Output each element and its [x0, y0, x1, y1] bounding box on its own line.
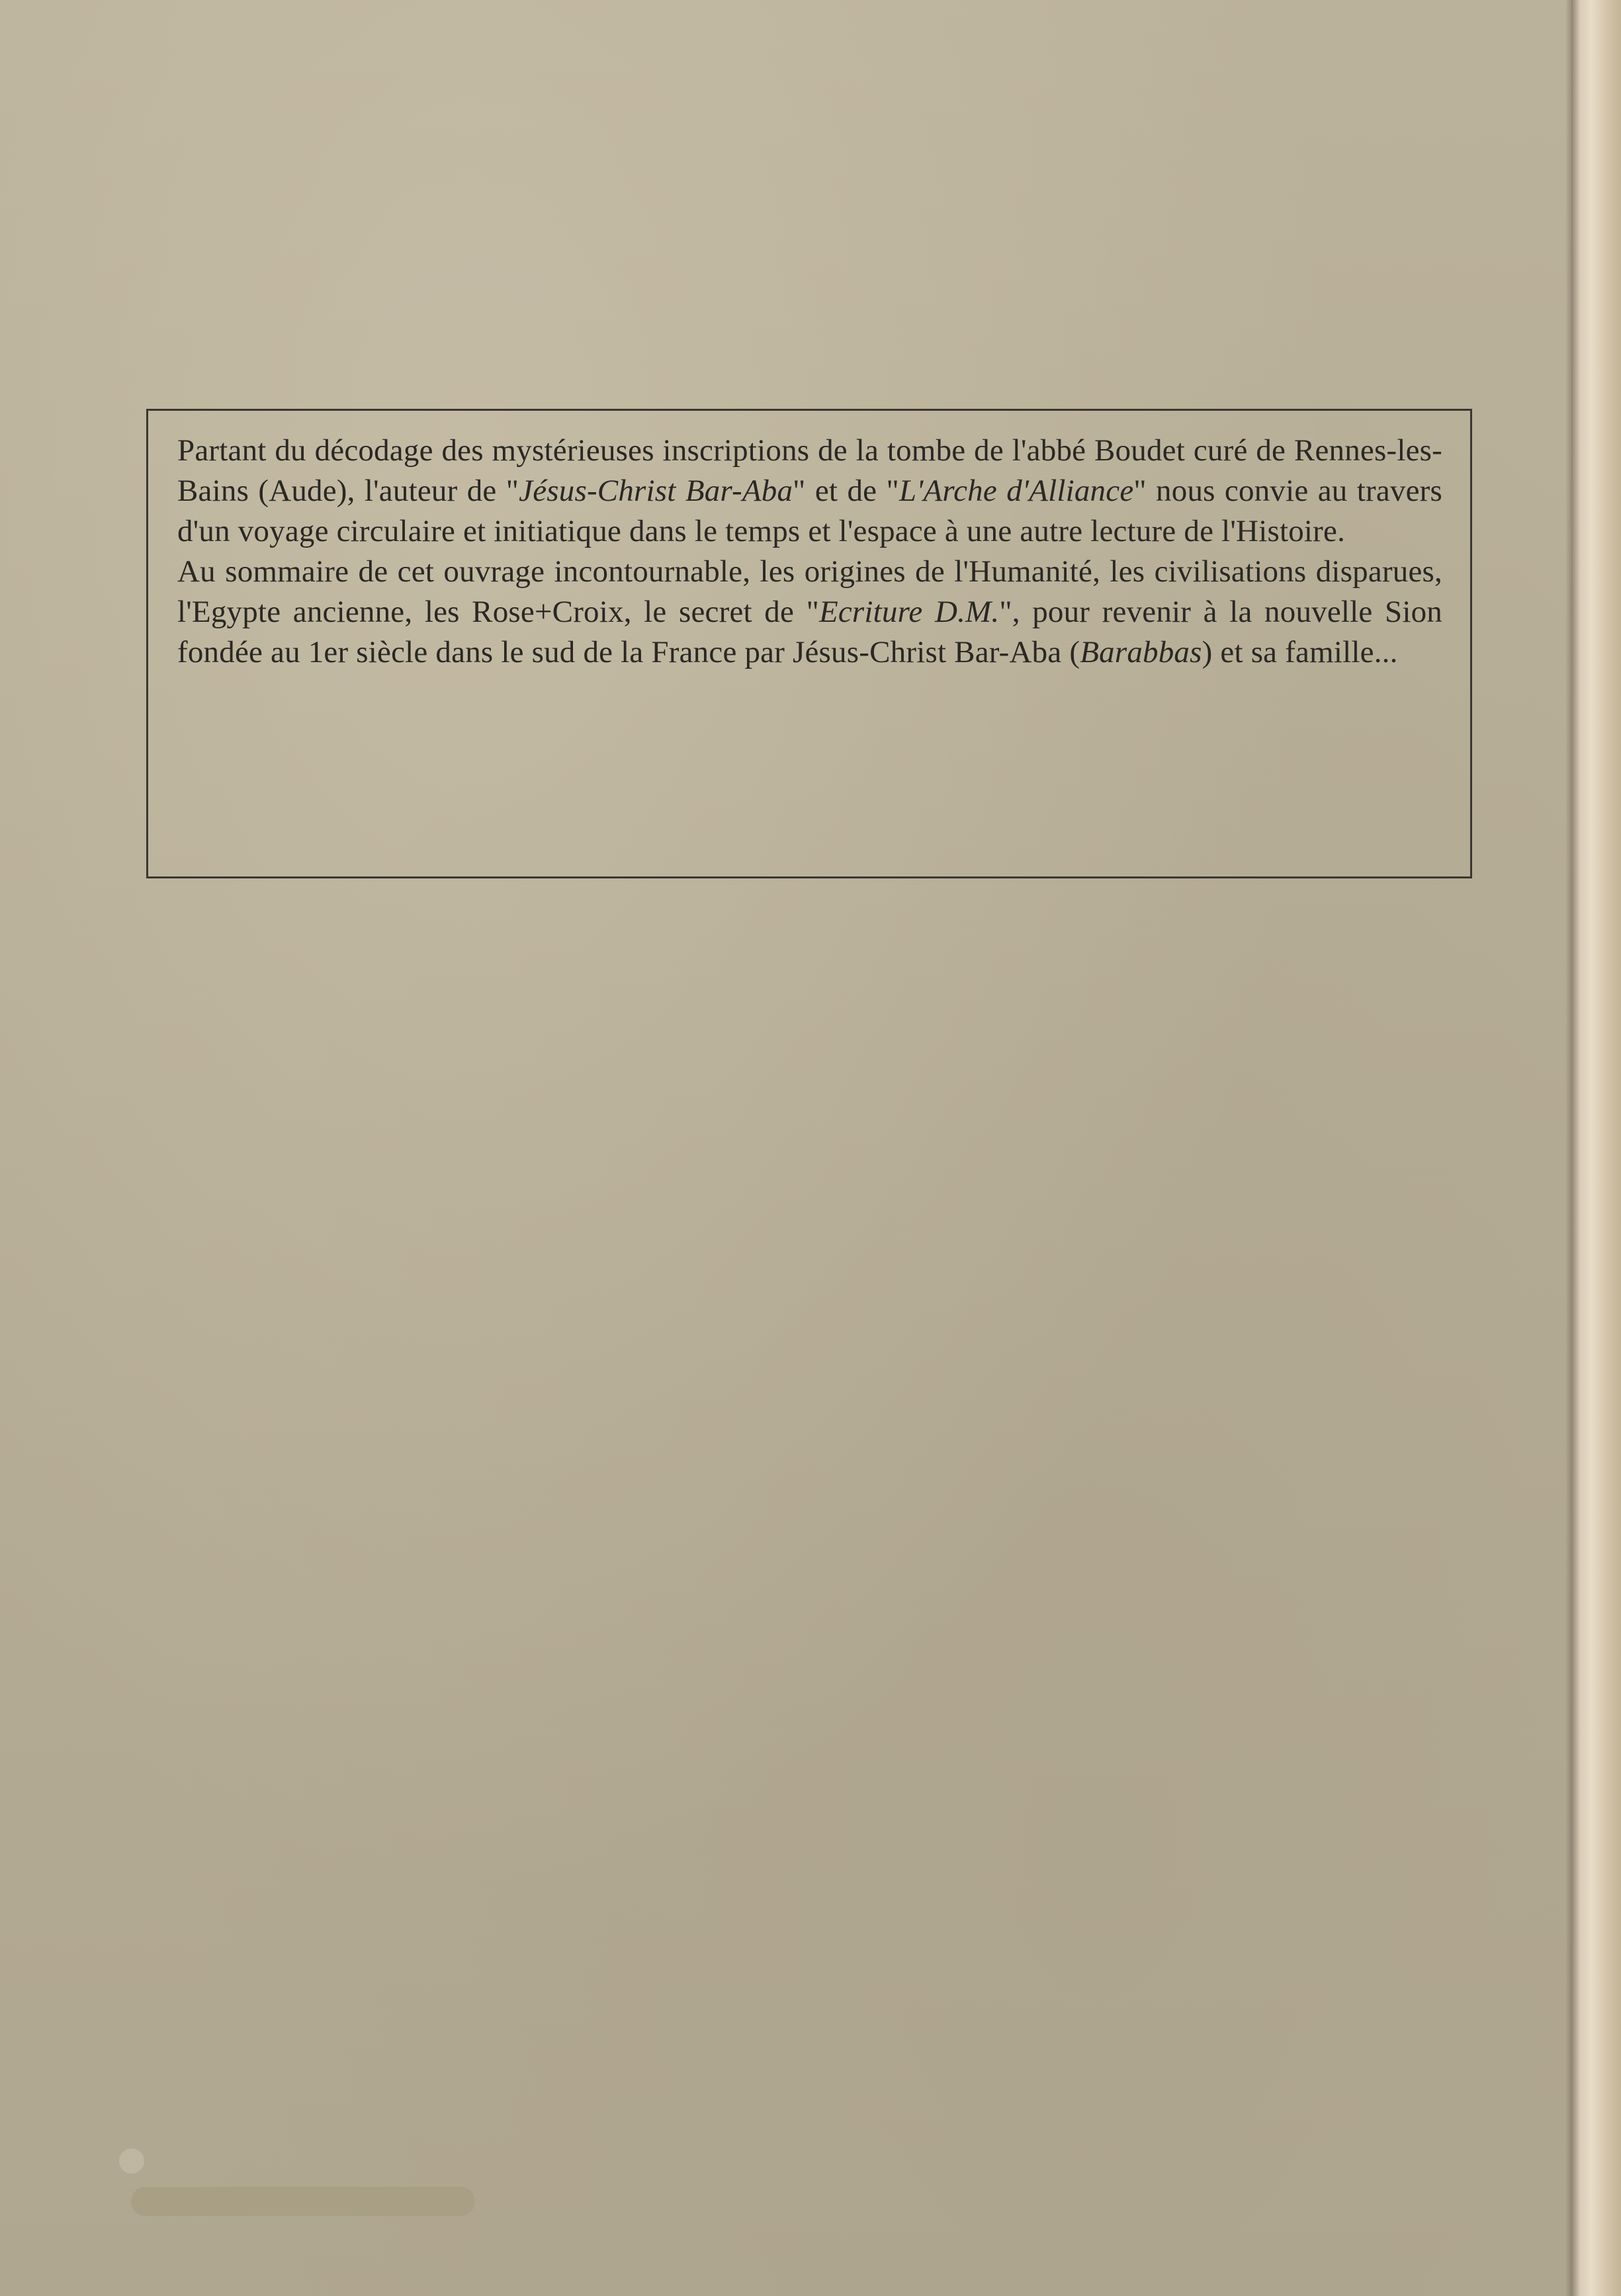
blurb-paragraph-2: Au sommaire de cet ouvrage incontournable, les origines de l'Humanité, les civilisations disparues, l'Egypte ancienne, les Rose+Croix, le secret de "Ecriture D.M.", pour revenir à la nouvelle Sion fondée au 1er siècle dans le sud de la France par Jésus-Christ Bar-Aba (Barabbas) et sa famille...: [177, 554, 1442, 669]
page-edge: [1571, 0, 1621, 2296]
book-title-arche: L'Arche d'Alliance: [898, 474, 1134, 508]
blurb-paragraph-1: Partant du décodage des mystérieuses inscriptions de la tombe de l'abbé Boudet curé de Rennes-les-Bains (Aude), l'auteur de "Jésus-Christ Bar-Aba" et de "L'Arche d'Alliance" nous convie au travers d'un voyage circulaire et initiatique dans le temps et l'espace à une autre lecture de l'Histoire.: [177, 433, 1443, 548]
book-title-jesus-christ: Jésus-Christ Bar-Aba: [519, 474, 793, 508]
removed-label-stain: [131, 2187, 475, 2216]
name-barabbas: Barabbas: [1080, 635, 1202, 669]
paper-mark: [119, 2148, 144, 2174]
title-ecriture: Ecriture D.M.: [818, 595, 1000, 629]
blurb-box: [146, 409, 1472, 878]
